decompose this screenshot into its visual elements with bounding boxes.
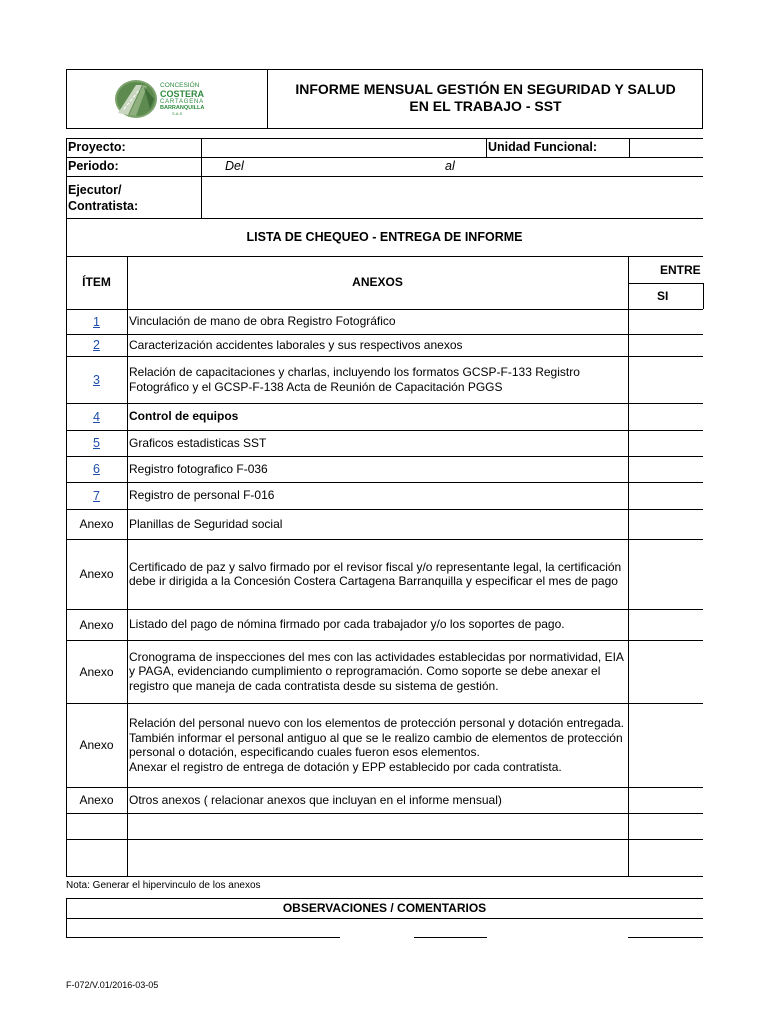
logo-line2: COSTERA (160, 89, 205, 99)
row-entrega-cell[interactable] (629, 335, 703, 355)
proyecto-label: Proyecto: (68, 140, 126, 154)
table-row (66, 356, 703, 403)
table-bottom-line (66, 876, 703, 877)
info-label-divider (201, 138, 202, 218)
ejecutor-line2: Contratista: (68, 199, 139, 213)
ejecutor-field[interactable] (203, 177, 703, 217)
table-row (66, 309, 703, 334)
row-entrega-cell[interactable] (629, 510, 703, 538)
row-item-link[interactable]: 2 (93, 338, 100, 352)
obs-top-line (66, 898, 703, 899)
observaciones-field[interactable] (67, 919, 703, 937)
row-separator (66, 839, 703, 840)
row-entrega-cell[interactable] (629, 457, 703, 481)
row-description: Cronograma de inspecciones del mes con las actividades establecidas por normatividad, EIA y PAGA, evidenciando cumplimiento o reprogramación. Como soporte se debe anexar el registro que maneja de cada contratista desde su sistema de gestión. (129, 649, 624, 693)
row-entrega-cell[interactable] (629, 404, 703, 429)
periodo-label: Periodo: (68, 159, 119, 173)
table-row (66, 539, 703, 609)
ejecutor-label (68, 182, 138, 214)
row-separator (66, 813, 703, 814)
row-description: Listado del pago de nómina firmado por cada trabajador y/o los soportes de pago. (129, 617, 565, 632)
logo-line5: S.A.S (172, 111, 183, 116)
row-description: Graficos estadisticas SST (129, 435, 267, 450)
row-item-link[interactable]: 5 (93, 436, 100, 450)
entrega-column-header: ENTRE (660, 263, 701, 277)
signature-line-1 (66, 937, 340, 938)
row-description: Control de equipos (129, 409, 239, 424)
table-row (66, 509, 703, 539)
row-description: Relación de capacitaciones y charlas, incluyendo los formatos GCSP-F-133 Registro Fotográfico y el GCSP-F-138 Acta de Reunión de Capacitación PGGS (129, 365, 580, 394)
entrega-subheader-line (628, 283, 703, 284)
row-item-anexo: Anexo (79, 738, 114, 752)
row-item-link[interactable]: 6 (93, 462, 100, 476)
info-line-2 (66, 157, 703, 158)
si-col-right (703, 283, 704, 309)
table-header-top (66, 256, 703, 257)
table-row (66, 482, 703, 509)
row-description: Registro de personal F-016 (129, 488, 275, 503)
row-entrega-cell[interactable] (629, 641, 703, 702)
ejecutor-line1: Ejecutor/ (68, 183, 122, 197)
row-entrega-cell[interactable] (629, 540, 703, 608)
row-item-link[interactable]: 4 (93, 409, 100, 424)
logo-line4: BARRANQUILLA (160, 105, 205, 111)
row-entrega-cell[interactable] (629, 357, 703, 402)
row-entrega-cell[interactable] (629, 483, 703, 508)
row-entrega-cell[interactable] (629, 610, 703, 639)
logo-road-image (114, 79, 158, 119)
row-entrega-cell[interactable] (629, 431, 703, 455)
row-item-link[interactable]: 1 (93, 314, 100, 329)
row-description: Caracterización accidentes laborales y sus respectivos anexos (129, 337, 463, 352)
title-line2: EN EL TRABAJO - SST (409, 98, 562, 114)
row-item-link[interactable]: 3 (93, 372, 100, 387)
signature-line-3 (628, 937, 703, 938)
unidad-funcional-field[interactable] (631, 139, 703, 156)
row-description: Registro fotografico F-036 (129, 461, 268, 476)
table-row (66, 703, 703, 787)
row-description: Vinculación de mano de obra Registro Fotográfico (129, 314, 396, 329)
si-column-header: SI (657, 289, 669, 303)
document-title (268, 81, 703, 115)
row-entrega-cell[interactable] (629, 704, 703, 786)
form-code: F-072/V.01/2016-03-05 (66, 980, 159, 990)
item-column-header: ÍTEM (82, 275, 111, 289)
row-description: Relación del personal nuevo con los elementos de protección personal y dotación entregada. También informar el personal antiguo al que se le realizo cambio de elementos de protección personal o dotación, especificando cuales fueron esos elementos. Anexar el registro de entrega de dotación y EPP establecido por cada contratista. (129, 716, 624, 774)
row-description: Planillas de Seguridad social (129, 516, 283, 531)
logo-line1: CONCESIÓN (160, 82, 200, 89)
row-entrega-cell[interactable] (629, 310, 703, 333)
signature-line-2 (414, 937, 487, 938)
info-line-4 (66, 218, 703, 219)
table-row (66, 640, 703, 703)
table-row (66, 334, 703, 356)
row-description: Otros anexos ( relacionar anexos que incluyan en el informe mensual) (129, 792, 502, 807)
table-row (66, 787, 703, 813)
table-row (66, 456, 703, 482)
info-unidad-divider-left (486, 138, 487, 157)
row-item-anexo: Anexo (79, 664, 114, 679)
unidad-funcional-label: Unidad Funcional: (488, 140, 598, 154)
row-item-anexo: Anexo (79, 617, 114, 632)
row-item-anexo: Anexo (79, 567, 114, 581)
table-row (66, 403, 703, 430)
anexos-column-header: ANEXOS (352, 275, 403, 289)
checklist-title: LISTA DE CHEQUEO - ENTREGA DE INFORME (246, 230, 523, 244)
info-unidad-divider-right (629, 138, 630, 157)
logo-line3: CARTAGENA (160, 99, 204, 105)
proyecto-field[interactable] (203, 139, 485, 156)
periodo-del-label: Del (225, 159, 244, 173)
row-item-anexo: Anexo (79, 793, 114, 807)
table-row (66, 430, 703, 456)
hyperlink-note: Nota: Generar el hipervinculo de los anexos (66, 880, 261, 891)
row-item-anexo: Anexo (79, 517, 114, 531)
company-logo (114, 78, 214, 120)
info-left-border (66, 138, 67, 218)
observaciones-header: OBSERVACIONES / COMENTARIOS (282, 901, 487, 915)
row-entrega-cell[interactable] (629, 788, 703, 812)
row-description: Certificado de paz y salvo firmado por el revisor fiscal y/o representante legal, la certificación debe ir dirigida a la Concesión Costera Cartagena Barranquilla y especificar el mes de pago (129, 559, 622, 588)
periodo-al-label: al (445, 159, 455, 173)
title-line1: INFORME MENSUAL GESTIÓN EN SEGURIDAD Y SALUD (295, 81, 676, 97)
row-item-link[interactable]: 7 (93, 488, 100, 503)
table-row (66, 609, 703, 640)
